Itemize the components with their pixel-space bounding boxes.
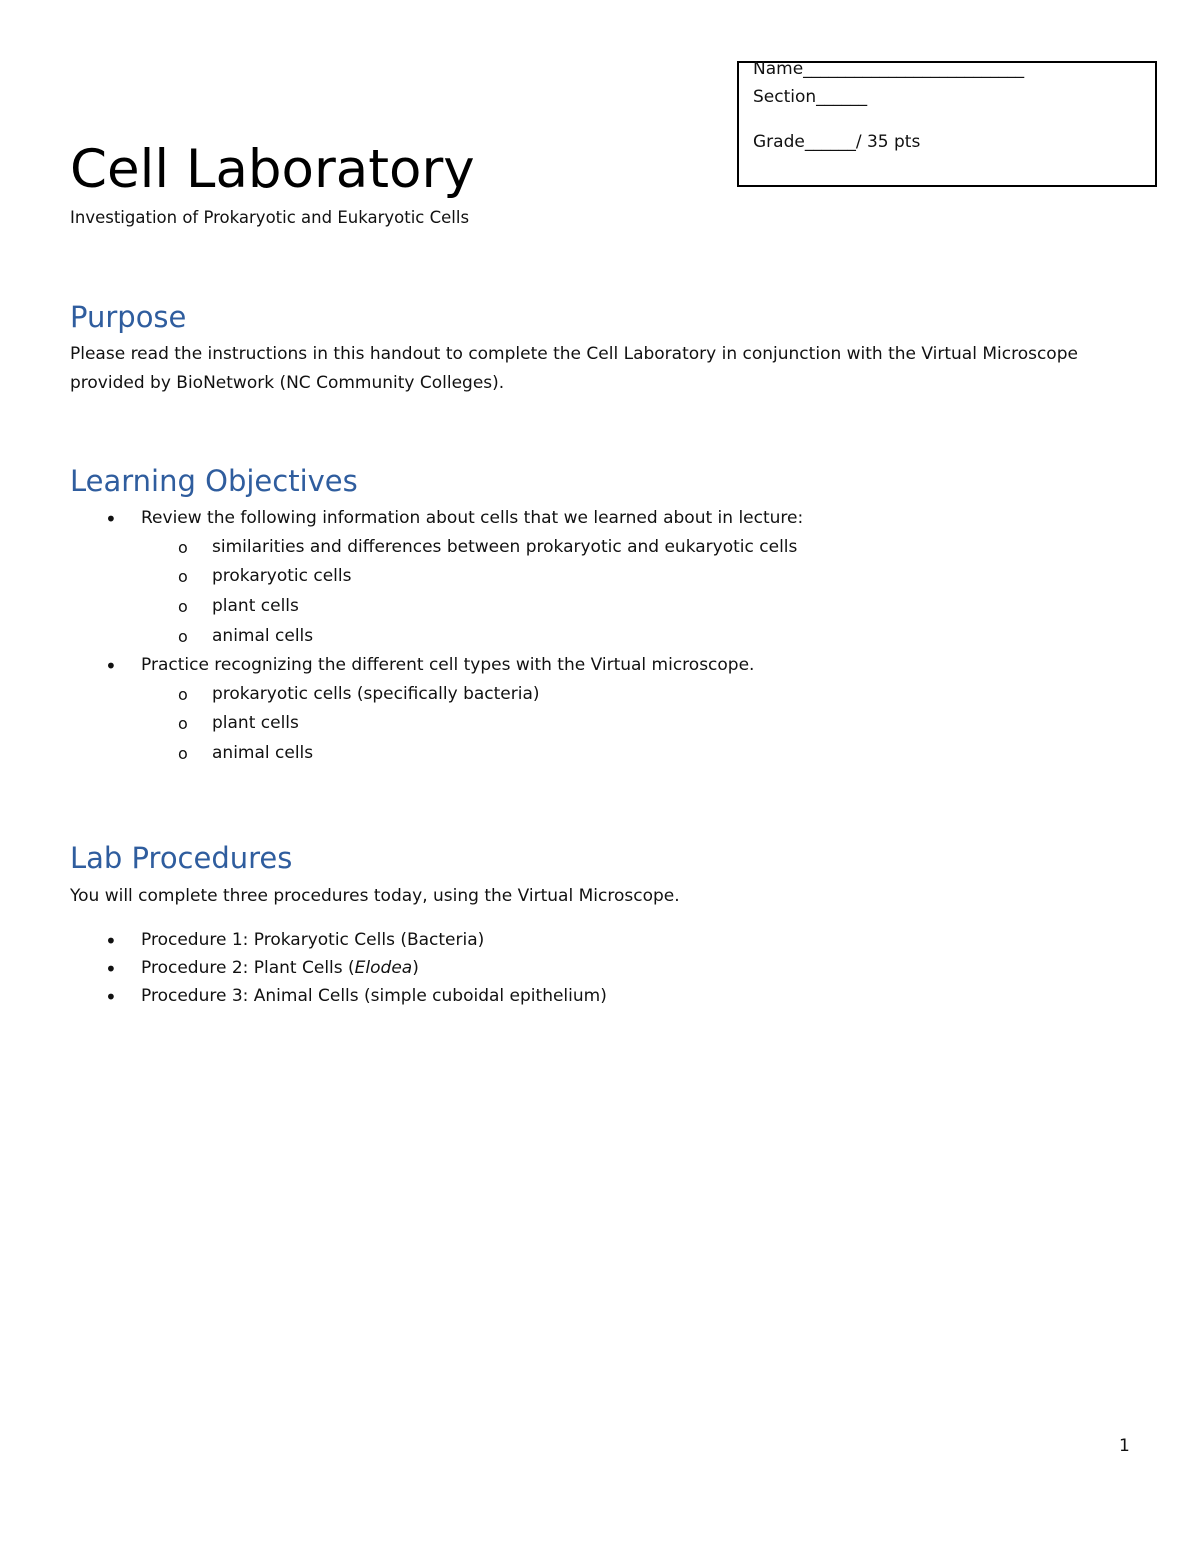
bullet-marker: • [105,507,117,531]
objective-subitem-text: animal cells [212,743,314,763]
grade-field: Grade______/ 35 pts [753,132,921,152]
objective-subitem [178,684,540,704]
objective-item [105,507,804,531]
sub-bullet-marker: o [178,627,188,646]
bullet-marker: • [105,929,117,953]
procedure-item [105,957,419,981]
procedure-text: Procedure 2: Plant Cells ( [141,958,355,978]
document-subtitle: Investigation of Prokaryotic and Eukaryotic Cells [70,208,470,227]
procedures-heading: Lab Procedures [70,841,293,875]
bullet-marker: • [105,654,117,678]
sub-bullet-marker: o [178,538,188,557]
procedure-text: Procedure 1: Prokaryotic Cells (Bacteria) [141,930,485,950]
objective-subitem [178,537,798,557]
purpose-heading: Purpose [70,300,187,334]
bullet-marker: • [105,957,117,981]
purpose-text: Please read the instructions in this handout to complete the Cell Laboratory in conjunction with the Virtual Microscope provided by BioNetwork (NC Community Colleges). [70,344,1078,393]
procedure-item [105,929,485,953]
name-field: Name__________________________ [753,59,1025,79]
objectives-heading: Learning Objectives [70,464,358,498]
bullet-marker: • [105,985,117,1009]
procedure-item [105,985,607,1009]
procedure-text: Procedure 3: Animal Cells (simple cuboidal epithelium) [141,986,607,1006]
objective-subitem [178,743,314,763]
objective-text: Review the following information about cells that we learned about in lecture: [141,508,804,528]
procedure-italic-text: Elodea [354,958,413,978]
document-title: Cell Laboratory [70,139,475,200]
sub-bullet-marker: o [178,597,188,616]
objective-subitem-text: plant cells [212,713,299,733]
objective-subitem [178,566,352,586]
procedures-intro: You will complete three procedures today, using the Virtual Microscope. [70,886,680,906]
objective-subitem-text: animal cells [212,626,314,646]
procedure-text-suffix: ) [412,958,419,978]
sub-bullet-marker: o [178,685,188,704]
objective-subitem [178,626,314,646]
student-info-box [737,61,1157,187]
objective-text: Practice recognizing the different cell types with the Virtual microscope. [141,655,755,675]
objective-subitem-text: prokaryotic cells [212,566,352,586]
sub-bullet-marker: o [178,567,188,586]
objective-subitem [178,713,299,733]
objective-subitem-text: prokaryotic cells (specifically bacteria) [212,684,540,704]
sub-bullet-marker: o [178,714,188,733]
objective-subitem-text: similarities and differences between prokaryotic and eukaryotic cells [212,537,798,557]
objective-subitem [178,596,299,616]
objective-item [105,654,755,678]
page-number: 1 [1119,1436,1130,1456]
sub-bullet-marker: o [178,744,188,763]
section-field: Section______ [753,87,868,107]
objective-subitem-text: plant cells [212,596,299,616]
